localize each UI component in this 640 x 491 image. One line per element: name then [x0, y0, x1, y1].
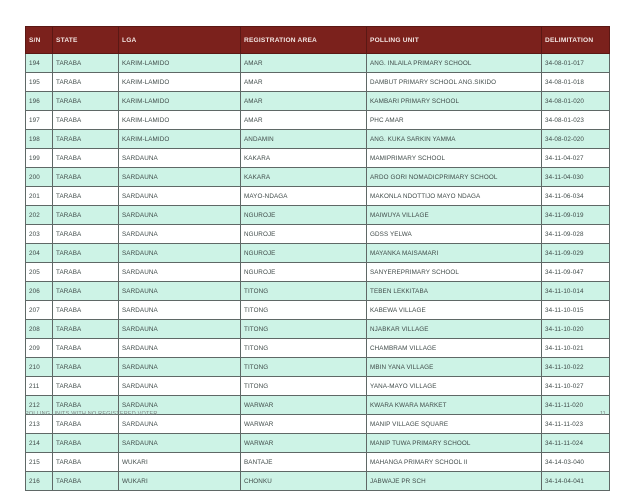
cell-registration-area: MAYO-NDAGA: [241, 187, 367, 206]
cell-delimitation: 34-14-04-041: [542, 472, 610, 491]
cell-lga: SARDAUNA: [119, 206, 241, 225]
cell-state: TARABA: [53, 377, 119, 396]
cell-sn: 209: [26, 339, 53, 358]
table-row: [26, 320, 610, 339]
cell-polling-unit: MBIN YANA VILLAGE: [367, 358, 542, 377]
cell-state: TARABA: [53, 111, 119, 130]
cell-state: TARABA: [53, 149, 119, 168]
cell-state: TARABA: [53, 92, 119, 111]
cell-registration-area: NGUROJE: [241, 263, 367, 282]
cell-polling-unit: NJABKAR VILLAGE: [367, 320, 542, 339]
table-row: [26, 434, 610, 453]
cell-delimitation: 34-08-01-020: [542, 92, 610, 111]
cell-registration-area: TITONG: [241, 339, 367, 358]
table-row: [26, 472, 610, 491]
table-row: [26, 130, 610, 149]
cell-delimitation: 34-11-11-023: [542, 415, 610, 434]
cell-registration-area: NGUROJE: [241, 225, 367, 244]
table-header-row: [26, 27, 610, 54]
cell-registration-area: TITONG: [241, 377, 367, 396]
cell-delimitation: 34-11-09-047: [542, 263, 610, 282]
cell-state: TARABA: [53, 187, 119, 206]
cell-state: TARABA: [53, 339, 119, 358]
cell-delimitation: 34-11-10-021: [542, 339, 610, 358]
cell-polling-unit: MAMIPRIMARY SCHOOL: [367, 149, 542, 168]
cell-state: TARABA: [53, 472, 119, 491]
table-row: [26, 263, 610, 282]
cell-lga: SARDAUNA: [119, 415, 241, 434]
cell-sn: 196: [26, 92, 53, 111]
cell-delimitation: 34-11-10-020: [542, 320, 610, 339]
cell-polling-unit: SANYEREPRIMARY SCHOOL: [367, 263, 542, 282]
cell-lga: SARDAUNA: [119, 377, 241, 396]
cell-lga: KARIM-LAMIDO: [119, 130, 241, 149]
cell-delimitation: 34-11-10-022: [542, 358, 610, 377]
cell-delimitation: 34-08-02-020: [542, 130, 610, 149]
cell-state: TARABA: [53, 453, 119, 472]
cell-polling-unit: TEBEN LEKKITABA: [367, 282, 542, 301]
table-row: [26, 339, 610, 358]
table-row: [26, 415, 610, 434]
cell-delimitation: 34-11-09-029: [542, 244, 610, 263]
cell-delimitation: 34-14-03-040: [542, 453, 610, 472]
cell-lga: SARDAUNA: [119, 149, 241, 168]
cell-registration-area: TITONG: [241, 282, 367, 301]
table-row: [26, 168, 610, 187]
cell-lga: KARIM-LAMIDO: [119, 54, 241, 73]
cell-registration-area: ANDAMIN: [241, 130, 367, 149]
table-row: [26, 453, 610, 472]
cell-polling-unit: JABWAJE PR SCH: [367, 472, 542, 491]
cell-sn: 214: [26, 434, 53, 453]
cell-polling-unit: PHC AMAR: [367, 111, 542, 130]
cell-registration-area: WARWAR: [241, 396, 367, 415]
cell-polling-unit: MANIP VILLAGE SQUARE: [367, 415, 542, 434]
cell-state: TARABA: [53, 263, 119, 282]
cell-delimitation: 34-11-04-030: [542, 168, 610, 187]
cell-delimitation: 34-11-09-028: [542, 225, 610, 244]
cell-delimitation: 34-08-01-018: [542, 73, 610, 92]
cell-sn: 216: [26, 472, 53, 491]
cell-registration-area: KAKARA: [241, 168, 367, 187]
cell-registration-area: AMAR: [241, 92, 367, 111]
header-registration-area: REGISTRATION AREA: [241, 27, 367, 54]
cell-state: TARABA: [53, 396, 119, 415]
table-row: [26, 301, 610, 320]
cell-polling-unit: KAMBARI PRIMARY SCHOOL: [367, 92, 542, 111]
cell-state: TARABA: [53, 282, 119, 301]
cell-lga: SARDAUNA: [119, 225, 241, 244]
cell-lga: SARDAUNA: [119, 339, 241, 358]
cell-sn: 203: [26, 225, 53, 244]
header-lga: LGA: [119, 27, 241, 54]
cell-delimitation: 34-11-11-020: [542, 396, 610, 415]
cell-sn: 213: [26, 415, 53, 434]
table-row: [26, 282, 610, 301]
header-delimitation: DELIMITATION: [542, 27, 610, 54]
cell-lga: KARIM-LAMIDO: [119, 111, 241, 130]
cell-lga: KARIM-LAMIDO: [119, 92, 241, 111]
cell-state: TARABA: [53, 244, 119, 263]
cell-lga: WUKARI: [119, 472, 241, 491]
table-row: [26, 92, 610, 111]
cell-delimitation: 34-11-09-019: [542, 206, 610, 225]
cell-polling-unit: KWARA KWARA MARKET: [367, 396, 542, 415]
cell-state: TARABA: [53, 225, 119, 244]
cell-polling-unit: KABEWA VILLAGE: [367, 301, 542, 320]
cell-registration-area: AMAR: [241, 73, 367, 92]
cell-state: TARABA: [53, 320, 119, 339]
cell-registration-area: AMAR: [241, 54, 367, 73]
cell-registration-area: NGUROJE: [241, 244, 367, 263]
table-row: [26, 244, 610, 263]
cell-state: TARABA: [53, 54, 119, 73]
cell-registration-area: AMAR: [241, 111, 367, 130]
cell-lga: SARDAUNA: [119, 282, 241, 301]
cell-state: TARABA: [53, 434, 119, 453]
cell-sn: 205: [26, 263, 53, 282]
table-body: [26, 54, 610, 491]
cell-polling-unit: DAMBUT PRIMARY SCHOOL ANG.SIKIDO: [367, 73, 542, 92]
footer-caption: POLLING UNITS WITH NO REGISTERED VOTER: [25, 411, 158, 417]
cell-lga: SARDAUNA: [119, 434, 241, 453]
cell-polling-unit: ANG. KUKA SARKIN YAMMA: [367, 130, 542, 149]
cell-delimitation: 34-11-10-027: [542, 377, 610, 396]
cell-polling-unit: GDSS YELWA: [367, 225, 542, 244]
cell-sn: 201: [26, 187, 53, 206]
cell-registration-area: TITONG: [241, 320, 367, 339]
cell-lga: SARDAUNA: [119, 168, 241, 187]
cell-polling-unit: YANA-MAYO VILLAGE: [367, 377, 542, 396]
header-state: STATE: [53, 27, 119, 54]
cell-sn: 210: [26, 358, 53, 377]
cell-registration-area: TITONG: [241, 358, 367, 377]
cell-state: TARABA: [53, 206, 119, 225]
cell-lga: SARDAUNA: [119, 187, 241, 206]
cell-delimitation: 34-08-01-023: [542, 111, 610, 130]
cell-lga: SARDAUNA: [119, 396, 241, 415]
cell-lga: WUKARI: [119, 453, 241, 472]
cell-state: TARABA: [53, 301, 119, 320]
cell-sn: 194: [26, 54, 53, 73]
cell-polling-unit: MANIP TUWA PRIMARY SCHOOL: [367, 434, 542, 453]
table-row: [26, 377, 610, 396]
cell-polling-unit: MAHANGA PRIMARY SCHOOL II: [367, 453, 542, 472]
cell-registration-area: KAKARA: [241, 149, 367, 168]
cell-registration-area: TITONG: [241, 301, 367, 320]
cell-polling-unit: MAIWUYA VILLAGE: [367, 206, 542, 225]
cell-state: TARABA: [53, 73, 119, 92]
table-row: [26, 73, 610, 92]
cell-lga: KARIM-LAMIDO: [119, 73, 241, 92]
cell-sn: 212: [26, 396, 53, 415]
cell-state: TARABA: [53, 415, 119, 434]
cell-sn: 202: [26, 206, 53, 225]
cell-delimitation: 34-11-10-015: [542, 301, 610, 320]
cell-state: TARABA: [53, 168, 119, 187]
cell-registration-area: CHONKU: [241, 472, 367, 491]
cell-sn: 197: [26, 111, 53, 130]
cell-lga: SARDAUNA: [119, 358, 241, 377]
table-row: [26, 187, 610, 206]
cell-polling-unit: ANG. INLAILA PRIMARY SCHOOL: [367, 54, 542, 73]
cell-delimitation: 34-11-06-034: [542, 187, 610, 206]
cell-sn: 211: [26, 377, 53, 396]
table-row: [26, 358, 610, 377]
cell-sn: 208: [26, 320, 53, 339]
page-number: 11: [600, 411, 606, 417]
cell-polling-unit: ARDO GORI NOMADICPRIMARY SCHOOL: [367, 168, 542, 187]
cell-delimitation: 34-11-11-024: [542, 434, 610, 453]
cell-sn: 215: [26, 453, 53, 472]
table-row: [26, 111, 610, 130]
table-row: [26, 149, 610, 168]
cell-registration-area: BANTAJE: [241, 453, 367, 472]
cell-lga: SARDAUNA: [119, 244, 241, 263]
cell-polling-unit: MAYANKA MAISAMARI: [367, 244, 542, 263]
cell-delimitation: 34-11-10-014: [542, 282, 610, 301]
cell-delimitation: 34-08-01-017: [542, 54, 610, 73]
cell-state: TARABA: [53, 130, 119, 149]
cell-delimitation: 34-11-04-027: [542, 149, 610, 168]
cell-registration-area: WARWAR: [241, 415, 367, 434]
cell-lga: SARDAUNA: [119, 320, 241, 339]
cell-sn: 204: [26, 244, 53, 263]
cell-registration-area: WARWAR: [241, 434, 367, 453]
cell-sn: 207: [26, 301, 53, 320]
table-row: [26, 206, 610, 225]
cell-registration-area: NGUROJE: [241, 206, 367, 225]
cell-sn: 199: [26, 149, 53, 168]
cell-lga: SARDAUNA: [119, 263, 241, 282]
cell-sn: 206: [26, 282, 53, 301]
cell-sn: 198: [26, 130, 53, 149]
header-sn: S/N: [26, 27, 53, 54]
header-polling-unit: POLLING UNIT: [367, 27, 542, 54]
table-row: [26, 225, 610, 244]
cell-state: TARABA: [53, 358, 119, 377]
table-row: [26, 54, 610, 73]
cell-polling-unit: CHAMBRAM VILLAGE: [367, 339, 542, 358]
cell-sn: 195: [26, 73, 53, 92]
polling-units-table: [25, 26, 610, 491]
cell-sn: 200: [26, 168, 53, 187]
cell-polling-unit: MAKONLA NDOTTIJO MAYO NDAGA: [367, 187, 542, 206]
cell-lga: SARDAUNA: [119, 301, 241, 320]
